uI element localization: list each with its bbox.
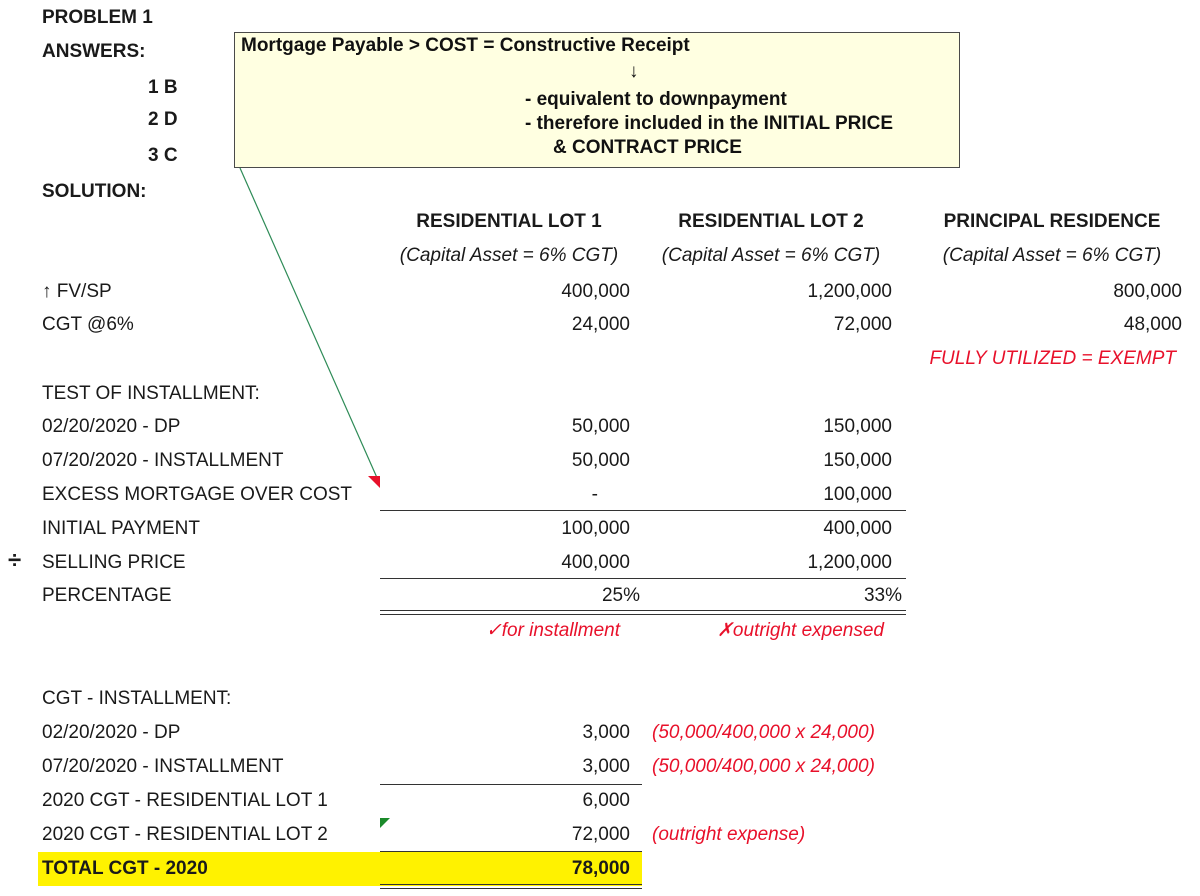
fv-sp-principal: 800,000	[1113, 281, 1182, 302]
cgt-row-value: 3,000	[582, 722, 630, 743]
solution-label: SOLUTION:	[42, 181, 147, 202]
cgt-row-label: 02/20/2020 - DP	[42, 722, 181, 743]
answer-1: 1 B	[148, 77, 178, 98]
initial-payment-label: INITIAL PAYMENT	[42, 518, 201, 539]
total-label: TOTAL CGT - 2020	[42, 858, 208, 879]
test-row-lot1: 50,000	[571, 450, 630, 471]
cgt-label: CGT @6%	[42, 314, 134, 335]
col-subtitle-lot2: (Capital Asset = 6% CGT)	[661, 245, 881, 266]
total-double-rule	[380, 884, 642, 889]
initial-payment-lot2: 400,000	[823, 518, 892, 539]
problem-title: PROBLEM 1	[42, 7, 153, 28]
cgt-subtotal-rule	[380, 784, 642, 785]
cgt-row-label: 2020 CGT - RESIDENTIAL LOT 2	[42, 824, 328, 845]
cgt-row-label: 2020 CGT - RESIDENTIAL LOT 1	[42, 790, 328, 811]
cgt-installment-heading: CGT - INSTALLMENT:	[42, 688, 232, 709]
percentage-rule	[380, 578, 906, 579]
answer-3: 3 C	[148, 145, 178, 166]
fv-sp-label: ↑ FV/SP	[42, 281, 112, 302]
test-row-lot2: 150,000	[823, 416, 892, 437]
col-header-lot1: RESIDENTIAL LOT 1	[416, 211, 602, 232]
verdict-lot2: ✗outright expensed	[717, 620, 884, 641]
test-row-label: EXCESS MORTGAGE OVER COST	[42, 484, 353, 505]
comment-indicator-icon[interactable]	[368, 476, 380, 488]
cgt-lot1: 24,000	[571, 314, 630, 335]
test-row-lot1: -	[591, 484, 598, 505]
cell-comment-box	[234, 32, 960, 168]
col-header-principal: PRINCIPAL RESIDENCE	[943, 211, 1161, 232]
cgt-row-value: 6,000	[582, 790, 630, 811]
divide-icon: ÷	[8, 547, 22, 574]
test-row-lot1: 50,000	[571, 416, 630, 437]
fv-sp-lot2: 1,200,000	[807, 281, 892, 302]
cgt-principal: 48,000	[1123, 314, 1182, 335]
test-row-label: 07/20/2020 - INSTALLMENT	[42, 450, 284, 471]
selling-price-lot1: 400,000	[561, 552, 630, 573]
cgt-row-label: 07/20/2020 - INSTALLMENT	[42, 756, 284, 777]
subtotal-rule	[380, 510, 906, 511]
total-top-rule	[380, 851, 642, 852]
cgt-row-note: (outright expense)	[652, 824, 806, 845]
percentage-lot1: 25%	[601, 585, 640, 606]
verdict-lot1: ✓for installment	[485, 620, 620, 641]
test-row-label: 02/20/2020 - DP	[42, 416, 181, 437]
col-subtitle-principal: (Capital Asset = 6% CGT)	[942, 245, 1162, 266]
test-row-lot2: 150,000	[823, 450, 892, 471]
percentage-label: PERCENTAGE	[42, 585, 172, 606]
answer-2: 2 D	[148, 109, 178, 130]
selling-price-lot2: 1,200,000	[807, 552, 892, 573]
cgt-lot2: 72,000	[833, 314, 892, 335]
percentage-double-rule	[380, 610, 906, 615]
comment-line-3: & CONTRACT PRICE	[553, 137, 742, 158]
answers-label: ANSWERS:	[42, 41, 146, 62]
cgt-row-note: (50,000/400,000 x 24,000)	[652, 756, 875, 777]
test-heading: TEST OF INSTALLMENT:	[42, 383, 260, 404]
comment-line-1: - equivalent to downpayment	[525, 89, 787, 110]
exempt-note: FULLY UTILIZED = EXEMPT	[929, 348, 1176, 369]
selling-price-label: SELLING PRICE	[42, 552, 186, 573]
cgt-row-value: 3,000	[582, 756, 630, 777]
comment-title: Mortgage Payable > COST = Constructive Receipt	[241, 35, 690, 56]
col-subtitle-lot1: (Capital Asset = 6% CGT)	[399, 245, 619, 266]
total-value: 78,000	[571, 858, 630, 879]
comment-line-2: - therefore included in the INITIAL PRICE	[525, 113, 894, 134]
comment-arrow-icon: ↓	[629, 61, 639, 82]
fv-sp-lot1: 400,000	[561, 281, 630, 302]
test-row-lot2: 100,000	[823, 484, 892, 505]
col-header-lot2: RESIDENTIAL LOT 2	[678, 211, 864, 232]
initial-payment-lot1: 100,000	[561, 518, 630, 539]
cgt-row-value: 72,000	[571, 824, 630, 845]
cgt-row-note: (50,000/400,000 x 24,000)	[652, 722, 875, 743]
percentage-lot2: 33%	[863, 585, 902, 606]
